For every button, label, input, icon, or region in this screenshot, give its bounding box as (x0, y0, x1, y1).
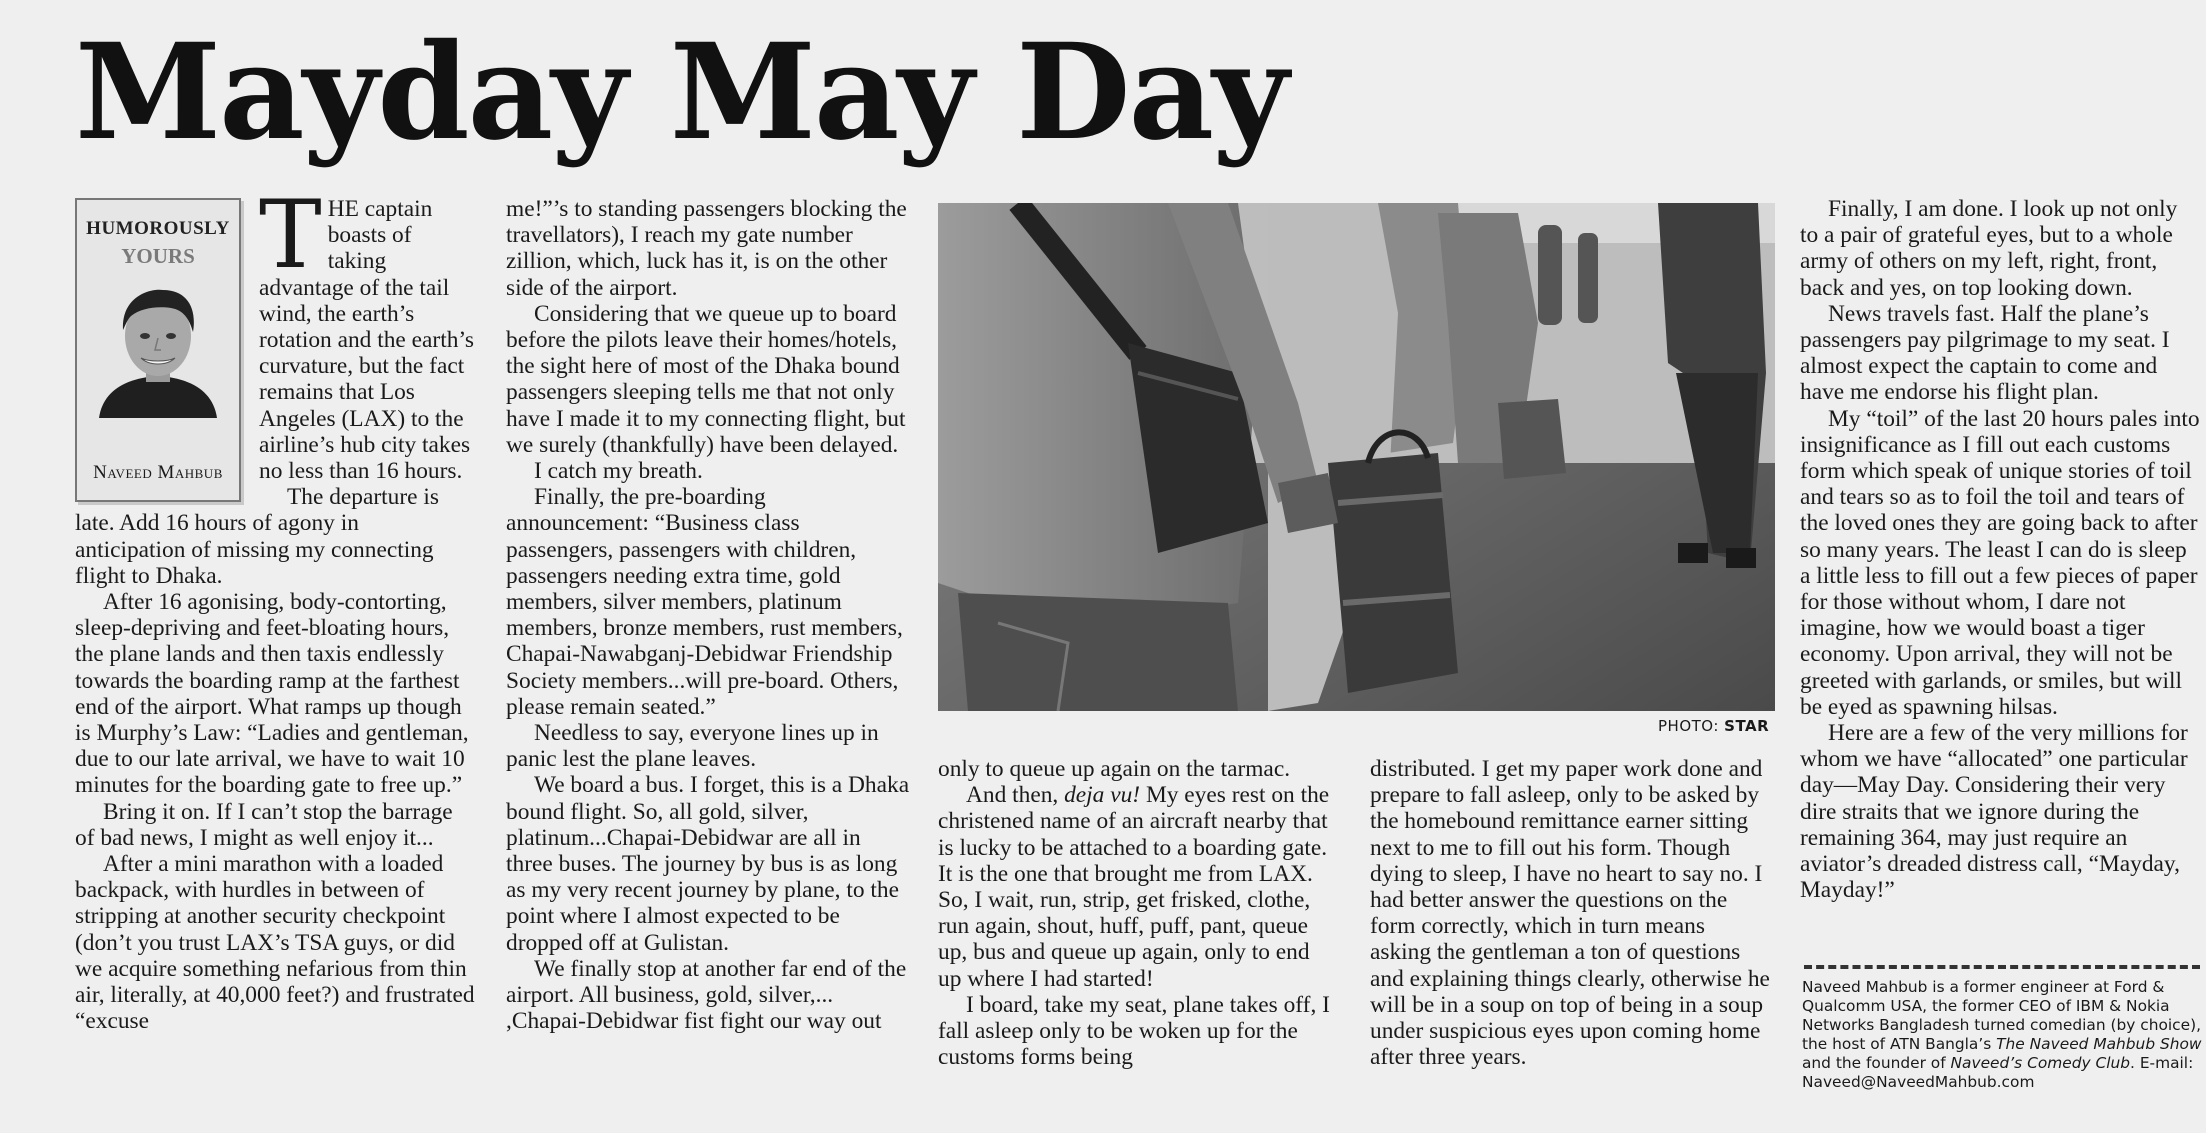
paragraph: I catch my breath. (534, 458, 703, 485)
article-column-2 (506, 196, 911, 1035)
paragraph: We finally stop at another far end of the airport. All business, gold, silver,... ,Chapai-Debidwar fist fight our way out (506, 955, 907, 1035)
paragraph: only to queue up again on the tarmac. (938, 756, 1291, 782)
article-column-4 (1370, 756, 1770, 1070)
article-column-5 (1800, 196, 2200, 903)
paragraph: THE captain boasts of taking advantage of the tail wind, the earth’s rotation and the earth’s curvature, but the fact remains that Los Angeles (LAX) to the airline’s hub city takes no less than 16 hours. (259, 181, 474, 485)
paragraph: distributed. I get my paper work done and prepare to fall asleep, only to be asked by the homebound remittance earner sitting next to me to fill out his form. Though dying to sleep, I have no heart to say no. I had better answer the questions on the form correctly, which in turn means asking the gentleman a ton of questions and explaining things clearly, otherwise he will be in a soup on top of being in a soup under suspicious eyes upon coming home after three years. (1370, 756, 1770, 1071)
paragraph: Here are a few of the very millions for whom we have “allocated” one particular day—May Day. Considering their very dire straits that we ignore during the remaining 364, may just require an aviator’s dreaded distress call, “Mayday, Mayday!” (1800, 720, 2188, 904)
paragraph: Needless to say, everyone lines up in panic lest the plane leaves. (506, 720, 879, 773)
columnist-box (75, 198, 241, 502)
column-kicker: HUMOROUSLY (86, 218, 230, 239)
column-kicker-sub: YOURS (121, 244, 195, 269)
passengers-queue-illustration (938, 203, 1775, 711)
paragraph: me!”’s to standing passengers blocking the travellators), I reach my gate number zillion, which, luck has it, is on the other side of the airport. (506, 196, 907, 301)
drop-cap: T (259, 181, 322, 290)
paragraph: Bring it on. If I can’t stop the barrage of bad news, I might as well enjoy it... (75, 798, 453, 851)
article-column-1 (75, 181, 475, 1035)
author-bio: Naveed Mahbub is a former engineer at Ford & Qualcomm USA, the former CEO of IBM & Nokia Networks Bangladesh turned comedian (by choice), the host of ATN Bangla’s The Naveed Mahbub Show and the founder of Naveed’s Comedy Club. E-mail: Naveed@NaveedMahbub.com (1802, 978, 2202, 1091)
paragraph: Finally, I am done. I look up not only to a pair of grateful eyes, but to a whole army of others on my left, right, front, back and yes, on top looking down. (1800, 196, 2178, 301)
paragraph: After 16 agonising, body-contorting, sleep-depriving and feet-bloating hours, the plane lands and then taxis endlessly towards the boarding ramp at the farthest end of the airport. What ramps up though is Murphy’s Law: “Ladies and gentleman, due to our late arrival, we have to wait 10 minutes for the boarding gate to free up.” (75, 589, 469, 799)
paragraph: News travels fast. Half the plane’s passengers pay pilgrimage to my seat. I almost expect the captain to come and have me endorse his flight plan. (1800, 300, 2170, 406)
author-portrait (91, 278, 225, 418)
paragraph: And then, deja vu! My eyes rest on the christened name of an aircraft nearby that is lucky to be attached to a boarding gate. It is the one that brought me from LAX. So, I wait, run, strip, get frisked, clothe, run again, shout, huff, puff, pant, queue up, bus and queue up again, only to end up where I had started! (938, 782, 1330, 992)
article-photo (938, 203, 1775, 711)
paragraph: After a mini marathon with a loaded backpack, with hurdles in between of stripping at another security checkpoint (don’t you trust LAX’s TSA guys, or did we acquire something nefarious from thin air, literally, at 40,000 feet?) and frustrated “excuse (75, 851, 475, 1035)
headline: Mayday May Day (75, 15, 1287, 170)
bio-divider (1804, 965, 2200, 969)
paragraph: My “toil” of the last 20 hours pales into insignificance as I fill out each customs form which speak of unique stories of toil and tears so as to foil the toil and tears of the loved ones they are going back to after so many years. The least I can do is sleep a little less to fill out a few pieces of paper for those without whom, I dare not imagine, how we would boast a tiger economy. Upon arrival, they will not be greeted with garlands, or smiles, but will be eyed as spawning hilsas. (1800, 405, 2200, 720)
paragraph: We board a bus. I forget, this is a Dhaka bound flight. So, all gold, silver, platinum...Chapai-Debidwar are all in three buses. The journey by bus is as long as my very recent journey by plane, to the point where I almost expected to be dropped off at Gulistan. (506, 772, 910, 956)
paragraph: Finally, the pre-boarding announcement: “Business class passengers, passengers with children, passengers needing extra time, gold members, silver members, platinum members, bronze members, rust members, Chapai-Nawabganj-Debidwar Friendship Society members...will pre-board. Others, please remain seated.” (506, 484, 903, 720)
paragraph: I board, take my seat, plane takes off, I fall asleep only to be woken up for the customs forms being (938, 991, 1330, 1071)
author-name: Naveed Mahbub (93, 461, 223, 483)
article-column-3 (938, 756, 1338, 1070)
paragraph: The departure is late. Add 16 hours of agony in anticipation of missing my connecting flight to Dhaka. (75, 484, 439, 589)
photo-credit: PHOTO: STAR (1658, 717, 1770, 735)
paragraph: Considering that we queue up to board before the pilots leave their homes/hotels, the sight here of most of the Dhaka bound passengers sleeping tells me that not only have I made it to my connecting flight, but we surely (thankfully) have been delayed. (506, 300, 906, 458)
